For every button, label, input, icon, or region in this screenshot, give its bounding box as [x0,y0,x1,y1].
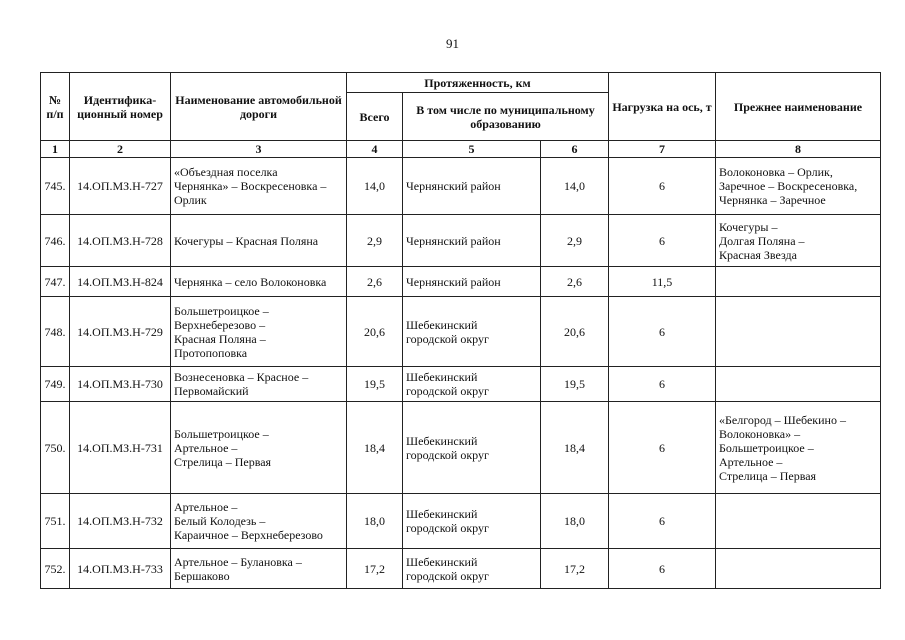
road-name: Артельное – Белый Колодезь – Караичное – Верхнеберезово [171,494,347,549]
road-name: Большетроицкое – Верхнеберезово – Красная Поляна – Протопоповка [171,297,347,367]
former-name: «Белгород – Шебекино – Волоконовка» – Большетроицкое – Артельное – Стрелица – Первая [716,402,881,494]
municipality-length: 18,4 [541,402,609,494]
column-number: 6 [541,141,609,158]
column-number: 4 [347,141,403,158]
total-length: 18,4 [347,402,403,494]
total-length: 20,6 [347,297,403,367]
former-name: Волоконовка – Орлик, Заречное – Воскресеновка, Чернянка – Заречное [716,158,881,215]
table-row [41,158,881,215]
municipality: Чернянский район [403,267,541,297]
table-row [41,267,881,297]
row-id: 14.ОП.МЗ.Н-732 [70,494,171,549]
column-number: 1 [41,141,70,158]
table-row [41,549,881,589]
row-id: 14.ОП.МЗ.Н-731 [70,402,171,494]
row-number: 745. [41,158,70,215]
header-load: Нагрузка на ось, т [609,73,716,141]
municipality-length: 2,6 [541,267,609,297]
header-name: Наименование автомобильной дороги [171,73,347,141]
axle-load: 6 [609,549,716,589]
row-id: 14.ОП.МЗ.Н-733 [70,549,171,589]
page-number: 91 [446,36,459,51]
header-length: Протяженность, км [347,73,609,93]
axle-load: 6 [609,215,716,267]
row-number: 747. [41,267,70,297]
former-name [716,549,881,589]
municipality-length: 2,9 [541,215,609,267]
column-number: 3 [171,141,347,158]
row-id: 14.ОП.МЗ.Н-729 [70,297,171,367]
axle-load: 6 [609,297,716,367]
row-id: 14.ОП.МЗ.Н-730 [70,367,171,402]
former-name [716,494,881,549]
municipality-length: 20,6 [541,297,609,367]
municipality-length: 18,0 [541,494,609,549]
municipality: Шебекинский городской округ [403,494,541,549]
road-name: Кочегуры – Красная Поляна [171,215,347,267]
road-name: Артельное – Булановка – Бершаково [171,549,347,589]
header-including: В том числе по муниципальному образованию [403,93,609,141]
municipality-length: 14,0 [541,158,609,215]
table-body [41,158,881,589]
row-number: 750. [41,402,70,494]
municipality-length: 19,5 [541,367,609,402]
axle-load: 6 [609,158,716,215]
row-number: 751. [41,494,70,549]
column-number-row [41,141,881,158]
axle-load: 11,5 [609,267,716,297]
column-number: 5 [403,141,541,158]
former-name [716,297,881,367]
former-name [716,267,881,297]
former-name [716,367,881,402]
row-id: 14.ОП.МЗ.Н-824 [70,267,171,297]
row-id: 14.ОП.МЗ.Н-727 [70,158,171,215]
municipality: Чернянский район [403,158,541,215]
axle-load: 6 [609,367,716,402]
table-row [41,494,881,549]
total-length: 2,6 [347,267,403,297]
table-row [41,215,881,267]
table-row [41,402,881,494]
road-name: «Объездная поселка Чернянка» – Воскресеновка – Орлик [171,158,347,215]
header-total: Всего [347,93,403,141]
column-number: 2 [70,141,171,158]
municipality-length: 17,2 [541,549,609,589]
former-name: Кочегуры – Долгая Поляна – Красная Звезда [716,215,881,267]
table-row [41,367,881,402]
total-length: 2,9 [347,215,403,267]
header-num: № п/п [41,73,70,141]
header-id: Идентифика- ционный номер [70,73,171,141]
table-row [41,297,881,367]
row-number: 746. [41,215,70,267]
axle-load: 6 [609,494,716,549]
roads-table [40,72,881,589]
municipality: Шебекинский городской округ [403,549,541,589]
municipality: Чернянский район [403,215,541,267]
municipality: Шебекинский городской округ [403,402,541,494]
column-number: 8 [716,141,881,158]
total-length: 17,2 [347,549,403,589]
row-number: 748. [41,297,70,367]
road-name: Большетроицкое – Артельное – Стрелица – Первая [171,402,347,494]
total-length: 19,5 [347,367,403,402]
municipality: Шебекинский городской округ [403,367,541,402]
road-name: Чернянка – село Волоконовка [171,267,347,297]
municipality: Шебекинский городской округ [403,297,541,367]
road-name: Вознесеновка – Красное – Первомайский [171,367,347,402]
row-number: 752. [41,549,70,589]
row-number: 749. [41,367,70,402]
total-length: 18,0 [347,494,403,549]
column-number: 7 [609,141,716,158]
axle-load: 6 [609,402,716,494]
header-former: Прежнее наименование [716,73,881,141]
row-id: 14.ОП.МЗ.Н-728 [70,215,171,267]
total-length: 14,0 [347,158,403,215]
